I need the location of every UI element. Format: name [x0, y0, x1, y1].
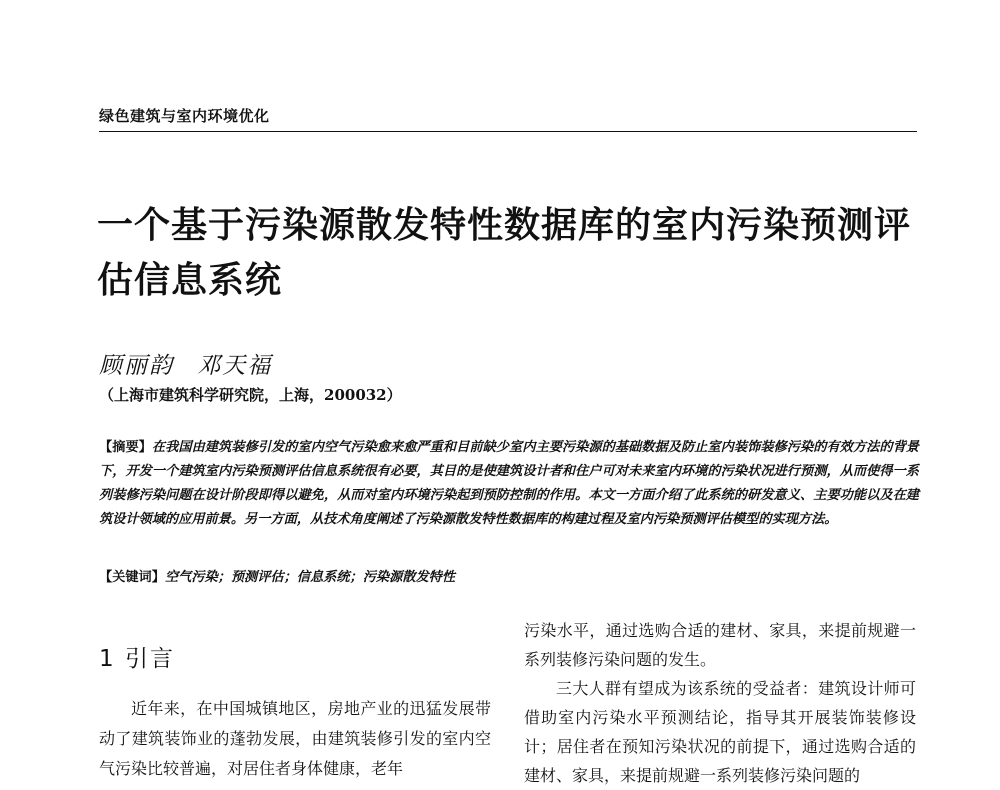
- header-rule: [99, 131, 917, 132]
- body-paragraph: 近年来，在中国城镇地区，房地产业的迅猛发展带动了建筑装饰业的蓬勃发展，由建筑装修引发的室内空气污染比较普遍，对居住者身体健康，老年: [99, 699, 491, 778]
- left-column: [99, 694, 491, 784]
- running-header: 绿色建筑与室内环境优化: [99, 107, 270, 125]
- keywords: [99, 566, 455, 585]
- paper-authors: 顾丽韵 邓天福: [99, 353, 273, 379]
- paper-title: 一个基于污染源散发特性数据库的室内污染预测评估信息系统: [97, 205, 912, 301]
- abstract-text: 在我国由建筑装修引发的室内空气污染愈来愈严重和目前缺少室内主要污染源的基础数据及防止室内装饰装修污染的有效方法的背景下，开发一个建筑室内污染预测评估信息系统很有必要，其目的是使建筑设计者和住户可对未来室内环境的污染状况进行预测，从而使得一系列装修污染问题在设计阶段即得以避免，从而对室内环境污染起到预防控制的作用。本文一方面介绍了此系统的研发意义、主要功能以及在建筑设计领域的应用前景。另一方面，从技术角度阐述了污染源散发特性数据库的构建过程及室内污染预测评估模型的实现方法。: [99, 440, 919, 527]
- paper-affiliation: （上海市建筑科学研究院，上海，200032）: [99, 386, 402, 404]
- body-paragraph: 污染水平，通过选购合适的建材、家具，来提前规避一系列装修污染问题的发生。: [524, 621, 916, 669]
- abstract-label: 【摘要】: [99, 440, 152, 455]
- keywords-label: 【关键词】: [99, 570, 165, 585]
- abstract: [99, 436, 919, 532]
- right-column: [524, 616, 916, 790]
- section-heading: 1 引言: [99, 646, 175, 672]
- keywords-text: 空气污染；预测评估；信息系统；污染源散发特性: [164, 570, 456, 585]
- body-paragraph: 三大人群有望成为该系统的受益者：建筑设计师可借助室内污染水平预测结论，指导其开展装饰装修设计；居住者在预知污染状况的前提下，通过选购合适的建材、家具，来提前规避一系列装修污染问题的: [524, 679, 916, 785]
